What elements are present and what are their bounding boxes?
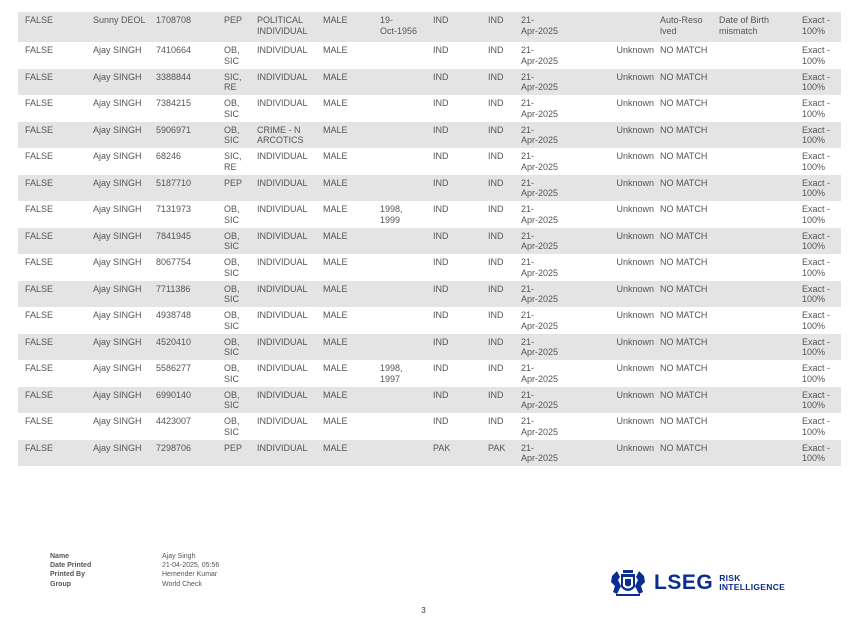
cell-check-date: 21- Apr-2025 <box>521 175 571 202</box>
cell-check-date: 21- Apr-2025 <box>521 440 571 467</box>
cell-resolution: Auto-Reso lved <box>660 12 719 42</box>
cell-record-id: 7131973 <box>156 204 192 214</box>
cell-record-id: 7384215 <box>156 98 192 108</box>
page-number: 3 <box>421 606 426 615</box>
cell-record-type: INDIVIDUAL <box>257 310 308 320</box>
cell-resolution: NO MATCH <box>660 69 719 96</box>
table-row <box>18 254 841 281</box>
cell-country: IND <box>433 310 449 320</box>
table-row <box>18 95 841 122</box>
cell-match-flag: FALSE <box>18 12 93 42</box>
lseg-logo <box>608 568 785 598</box>
cell-check-date: 21- Apr-2025 <box>521 228 571 255</box>
cell-nationality: IND <box>488 204 504 214</box>
cell-match-flag: FALSE <box>18 228 93 255</box>
cell-country: IND <box>433 228 488 255</box>
cell-record-type: INDIVIDUAL <box>257 440 323 467</box>
cell-birth-date <box>380 69 433 96</box>
cell-status: Unknown <box>616 45 654 55</box>
cell-gender: MALE <box>323 45 348 55</box>
cell-status: Unknown <box>616 98 654 108</box>
cell-country: IND <box>433 363 449 373</box>
cell-status: Unknown <box>571 228 660 255</box>
cell-status: Unknown <box>571 334 660 361</box>
cell-match-strength: Exact - 100% <box>802 363 831 384</box>
cell-status: Unknown <box>616 151 654 161</box>
cell-categories: PEP <box>224 175 257 202</box>
cell-record-id: 5906971 <box>156 122 224 149</box>
cell-check-date: 21- Apr-2025 <box>521 151 559 172</box>
meta-row-name <box>50 552 219 561</box>
cell-match-flag: FALSE <box>25 363 54 373</box>
cell-country: IND <box>433 387 488 414</box>
cell-record-id: 7298706 <box>156 440 224 467</box>
cell-gender: MALE <box>323 440 380 467</box>
cell-nationality: IND <box>488 387 521 414</box>
table-row <box>18 201 841 228</box>
cell-match-strength: Exact - 100% <box>794 228 841 255</box>
cell-reason <box>719 307 794 334</box>
cell-resolution: NO MATCH <box>660 363 708 373</box>
cell-record-id: 3388844 <box>156 69 224 96</box>
cell-check-date: 21- Apr-2025 <box>521 204 559 225</box>
cell-reason <box>719 148 794 175</box>
cell-status: Unknown <box>616 416 654 426</box>
cell-matched-name: Ajay SINGH <box>93 151 142 161</box>
cell-record-type: INDIVIDUAL <box>257 175 323 202</box>
cell-check-date: 21- Apr-2025 <box>521 416 559 437</box>
cell-matched-name: Ajay SINGH <box>93 363 142 373</box>
table-row <box>18 387 841 414</box>
cell-status: Unknown <box>616 257 654 267</box>
cell-nationality: IND <box>488 45 504 55</box>
cell-reason: Date of Birth mismatch <box>719 12 794 42</box>
cell-birth-date <box>380 387 433 414</box>
cell-birth-date <box>380 148 433 175</box>
cell-record-type: INDIVIDUAL <box>257 69 323 96</box>
printed-by-label: Printed By <box>50 571 86 579</box>
cell-matched-name: Sunny DEOL <box>93 12 156 42</box>
cell-record-id: 7410664 <box>156 45 192 55</box>
cell-reason <box>719 228 794 255</box>
cell-gender: MALE <box>323 363 348 373</box>
cell-record-id: 7711386 <box>156 281 224 308</box>
cell-categories: OB, SIC <box>224 281 257 308</box>
cell-match-flag: FALSE <box>18 440 93 467</box>
cell-categories: OB, SIC <box>224 363 240 384</box>
cell-matched-name: Ajay SINGH <box>93 228 156 255</box>
name-value: Ajay Singh <box>162 553 196 560</box>
cell-match-strength: Exact - 100% <box>794 175 841 202</box>
cell-check-date: 21- Apr-2025 <box>521 12 571 42</box>
cell-reason <box>719 334 794 361</box>
cell-country: IND <box>433 151 449 161</box>
cell-matched-name: Ajay SINGH <box>93 387 156 414</box>
printed-by-value: Hemender Kumar <box>162 571 218 579</box>
cell-gender: MALE <box>323 98 348 108</box>
cell-matched-name: Ajay SINGH <box>93 175 156 202</box>
cell-matched-name: Ajay SINGH <box>93 98 142 108</box>
cell-nationality: PAK <box>488 440 521 467</box>
cell-country: PAK <box>433 440 488 467</box>
cell-country: IND <box>433 334 488 361</box>
cell-country: IND <box>433 416 449 426</box>
cell-record-type: POLITICAL INDIVIDUAL <box>257 12 323 42</box>
cell-match-flag: FALSE <box>25 151 54 161</box>
cell-record-type: INDIVIDUAL <box>257 416 308 426</box>
cell-nationality: IND <box>488 257 504 267</box>
cell-resolution: NO MATCH <box>660 45 708 55</box>
cell-reason <box>719 281 794 308</box>
cell-record-type: INDIVIDUAL <box>257 151 308 161</box>
cell-gender: MALE <box>323 228 380 255</box>
cell-categories: OB, SIC <box>224 122 257 149</box>
cell-match-strength: Exact - 100% <box>802 151 831 172</box>
cell-match-strength: Exact - 100% <box>802 257 831 278</box>
cell-nationality: IND <box>488 281 521 308</box>
cell-reason <box>719 95 794 122</box>
cell-categories: SIC, RE <box>224 69 257 96</box>
cell-check-date: 21- Apr-2025 <box>521 363 559 384</box>
cell-check-date: 21- Apr-2025 <box>521 98 559 119</box>
cell-country: IND <box>433 122 488 149</box>
cell-match-strength: Exact - 100% <box>794 334 841 361</box>
cell-resolution: NO MATCH <box>660 204 708 214</box>
cell-match-strength: Exact - 100% <box>794 69 841 96</box>
cell-nationality: IND <box>488 310 504 320</box>
cell-country: IND <box>433 69 488 96</box>
cell-gender: MALE <box>323 416 348 426</box>
cell-match-flag: FALSE <box>25 257 54 267</box>
table-row <box>18 307 841 334</box>
cell-record-type: INDIVIDUAL <box>257 98 308 108</box>
table-row <box>18 440 841 467</box>
cell-status: Unknown <box>616 363 654 373</box>
cell-matched-name: Ajay SINGH <box>93 69 156 96</box>
cell-record-type: CRIME - N ARCOTICS <box>257 122 323 149</box>
cell-country: IND <box>433 204 449 214</box>
cell-matched-name: Ajay SINGH <box>93 122 156 149</box>
cell-record-id: 7841945 <box>156 228 224 255</box>
cell-reason <box>719 42 794 69</box>
cell-gender: MALE <box>323 12 380 42</box>
cell-categories: SIC, RE <box>224 151 242 172</box>
cell-status: Unknown <box>616 310 654 320</box>
cell-birth-date <box>380 95 433 122</box>
cell-match-strength: Exact - 100% <box>802 416 831 437</box>
cell-birth-date <box>380 254 433 281</box>
cell-status: Unknown <box>571 69 660 96</box>
table-row <box>18 413 841 440</box>
cell-nationality: IND <box>488 12 521 42</box>
cell-match-flag: FALSE <box>18 122 93 149</box>
cell-match-flag: FALSE <box>25 204 54 214</box>
cell-resolution: NO MATCH <box>660 98 708 108</box>
cell-record-id: 5187710 <box>156 175 224 202</box>
cell-reason <box>719 413 794 440</box>
cell-matched-name: Ajay SINGH <box>93 310 142 320</box>
cell-resolution: NO MATCH <box>660 122 719 149</box>
cell-categories: OB, SIC <box>224 387 257 414</box>
cell-birth-date: 1998, 1999 <box>380 204 403 225</box>
cell-birth-date <box>380 440 433 467</box>
cell-status: Unknown <box>571 122 660 149</box>
cell-status: Unknown <box>571 281 660 308</box>
name-label: Name <box>50 553 70 560</box>
cell-gender: MALE <box>323 122 380 149</box>
cell-country: IND <box>433 45 449 55</box>
cell-gender: MALE <box>323 310 348 320</box>
table-row <box>18 334 841 361</box>
cell-record-type: INDIVIDUAL <box>257 363 308 373</box>
group-value: World Check <box>162 580 202 588</box>
cell-reason <box>719 175 794 202</box>
cell-nationality: IND <box>488 175 521 202</box>
cell-nationality: IND <box>488 363 504 373</box>
cell-matched-name: Ajay SINGH <box>93 334 156 361</box>
cell-categories: OB, SIC <box>224 98 240 119</box>
cell-categories: OB, SIC <box>224 416 240 437</box>
cell-nationality: IND <box>488 69 521 96</box>
cell-match-strength: Exact - 100% <box>802 310 831 331</box>
cell-birth-date <box>380 175 433 202</box>
cell-birth-date <box>380 122 433 149</box>
cell-record-type: INDIVIDUAL <box>257 257 308 267</box>
cell-status: Unknown <box>571 440 660 467</box>
cell-birth-date: 1998, 1997 <box>380 363 403 384</box>
cell-birth-date <box>380 228 433 255</box>
cell-record-id: 68246 <box>156 151 182 161</box>
cell-record-id: 8067754 <box>156 257 192 267</box>
group-label: Group <box>50 580 71 588</box>
cell-gender: MALE <box>323 257 348 267</box>
cell-country: IND <box>433 98 449 108</box>
cell-match-strength: Exact - 100% <box>794 122 841 149</box>
cell-gender: MALE <box>323 151 348 161</box>
cell-match-flag: FALSE <box>18 387 93 414</box>
cell-match-strength: Exact - 100% <box>794 281 841 308</box>
table-row <box>18 360 841 387</box>
cell-match-flag: FALSE <box>25 45 54 55</box>
cell-birth-date: 19- Oct-1956 <box>380 12 433 42</box>
meta-row-group <box>50 580 219 589</box>
cell-record-id: 4938748 <box>156 310 192 320</box>
cell-record-type: INDIVIDUAL <box>257 228 323 255</box>
cell-resolution: NO MATCH <box>660 310 708 320</box>
cell-gender: MALE <box>323 69 380 96</box>
cell-check-date: 21- Apr-2025 <box>521 122 571 149</box>
date-printed-value: 21-04-2025, 05:56 <box>162 562 220 570</box>
cell-status: Unknown <box>571 387 660 414</box>
cell-birth-date <box>380 42 433 69</box>
cell-record-id: 5586277 <box>156 363 192 373</box>
table-row <box>18 122 841 149</box>
table-row <box>18 175 841 202</box>
cell-resolution: NO MATCH <box>660 175 719 202</box>
cell-gender: MALE <box>323 334 380 361</box>
cell-status: Unknown <box>616 204 654 214</box>
cell-reason <box>719 122 794 149</box>
cell-reason <box>719 69 794 96</box>
cell-resolution: NO MATCH <box>660 334 719 361</box>
cell-match-strength: Exact - 100% <box>802 98 831 119</box>
table-row <box>18 228 841 255</box>
cell-country: IND <box>433 281 488 308</box>
cell-record-id: 6990140 <box>156 387 224 414</box>
cell-resolution: NO MATCH <box>660 440 719 467</box>
cell-status <box>571 12 660 42</box>
cell-matched-name: Ajay SINGH <box>93 416 142 426</box>
logo-sub-line2: INTELLIGENCE <box>719 582 786 592</box>
cell-check-date: 21- Apr-2025 <box>521 281 571 308</box>
cell-categories: PEP <box>224 440 257 467</box>
cell-categories: OB, SIC <box>224 310 240 331</box>
cell-birth-date <box>380 281 433 308</box>
table-row <box>18 148 841 175</box>
logo-subtitle <box>719 574 785 592</box>
cell-birth-date <box>380 334 433 361</box>
table-row <box>18 12 841 42</box>
cell-status: Unknown <box>571 175 660 202</box>
cell-match-strength: Exact - 100% <box>802 45 831 66</box>
cell-match-flag: FALSE <box>18 281 93 308</box>
cell-nationality: IND <box>488 151 504 161</box>
cell-match-flag: FALSE <box>18 69 93 96</box>
cell-nationality: IND <box>488 334 521 361</box>
logo-wordmark: LSEG <box>654 571 714 594</box>
cell-birth-date <box>380 307 433 334</box>
cell-record-type: INDIVIDUAL <box>257 387 323 414</box>
cell-record-type: INDIVIDUAL <box>257 45 308 55</box>
cell-check-date: 21- Apr-2025 <box>521 334 571 361</box>
cell-resolution: NO MATCH <box>660 257 708 267</box>
cell-gender: MALE <box>323 204 348 214</box>
cell-categories: OB, SIC <box>224 257 240 278</box>
cell-nationality: IND <box>488 228 521 255</box>
cell-matched-name: Ajay SINGH <box>93 204 142 214</box>
table-row <box>18 69 841 96</box>
cell-nationality: IND <box>488 122 521 149</box>
cell-categories: OB, SIC <box>224 204 240 225</box>
cell-reason <box>719 387 794 414</box>
cell-country: IND <box>433 12 488 42</box>
print-metadata <box>50 552 219 589</box>
table-row <box>18 281 841 308</box>
cell-gender: MALE <box>323 281 380 308</box>
cell-match-strength: Exact - 100% <box>802 204 831 225</box>
cell-resolution: NO MATCH <box>660 281 719 308</box>
cell-record-id: 4520410 <box>156 334 224 361</box>
cell-resolution: NO MATCH <box>660 416 708 426</box>
cell-categories: OB, SIC <box>224 228 257 255</box>
cell-record-id: 1708708 <box>156 12 224 42</box>
cell-nationality: IND <box>488 98 504 108</box>
cell-matched-name: Ajay SINGH <box>93 45 142 55</box>
cell-record-type: INDIVIDUAL <box>257 204 308 214</box>
cell-match-strength: Exact - 100% <box>794 12 841 42</box>
cell-record-type: INDIVIDUAL <box>257 334 323 361</box>
cell-categories: OB, SIC <box>224 334 257 361</box>
cell-reason <box>719 440 794 467</box>
date-printed-label: Date Printed <box>50 562 92 570</box>
cell-check-date: 21- Apr-2025 <box>521 310 559 331</box>
cell-reason <box>719 201 794 228</box>
cell-check-date: 21- Apr-2025 <box>521 69 571 96</box>
cell-resolution: NO MATCH <box>660 151 708 161</box>
cell-matched-name: Ajay SINGH <box>93 440 156 467</box>
meta-row-date <box>50 561 219 570</box>
cell-match-flag: FALSE <box>18 175 93 202</box>
cell-resolution: NO MATCH <box>660 387 719 414</box>
cell-match-flag: FALSE <box>25 416 54 426</box>
cell-reason <box>719 254 794 281</box>
cell-reason <box>719 360 794 387</box>
cell-match-strength: Exact - 100% <box>794 440 841 467</box>
cell-record-type: INDIVIDUAL <box>257 281 323 308</box>
cell-match-flag: FALSE <box>25 98 54 108</box>
cell-country: IND <box>433 257 449 267</box>
cell-check-date: 21- Apr-2025 <box>521 45 559 66</box>
cell-gender: MALE <box>323 387 380 414</box>
cell-check-date: 21- Apr-2025 <box>521 387 571 414</box>
cell-categories: OB, SIC <box>224 45 240 66</box>
logo-sub-line1: RISK <box>719 573 741 583</box>
cell-gender: MALE <box>323 175 380 202</box>
table-row <box>18 42 841 69</box>
cell-resolution: NO MATCH <box>660 228 719 255</box>
cell-categories: PEP <box>224 12 257 42</box>
cell-record-id: 4423007 <box>156 416 192 426</box>
cell-matched-name: Ajay SINGH <box>93 281 156 308</box>
cell-matched-name: Ajay SINGH <box>93 257 142 267</box>
results-table <box>18 12 841 466</box>
cell-match-flag: FALSE <box>18 334 93 361</box>
cell-nationality: IND <box>488 416 504 426</box>
cell-match-strength: Exact - 100% <box>794 387 841 414</box>
cell-match-flag: FALSE <box>25 310 54 320</box>
cell-check-date: 21- Apr-2025 <box>521 257 559 278</box>
cell-country: IND <box>433 175 488 202</box>
cell-birth-date <box>380 413 433 440</box>
meta-row-printed-by <box>50 570 219 579</box>
lseg-lion-crest-icon <box>608 568 648 598</box>
